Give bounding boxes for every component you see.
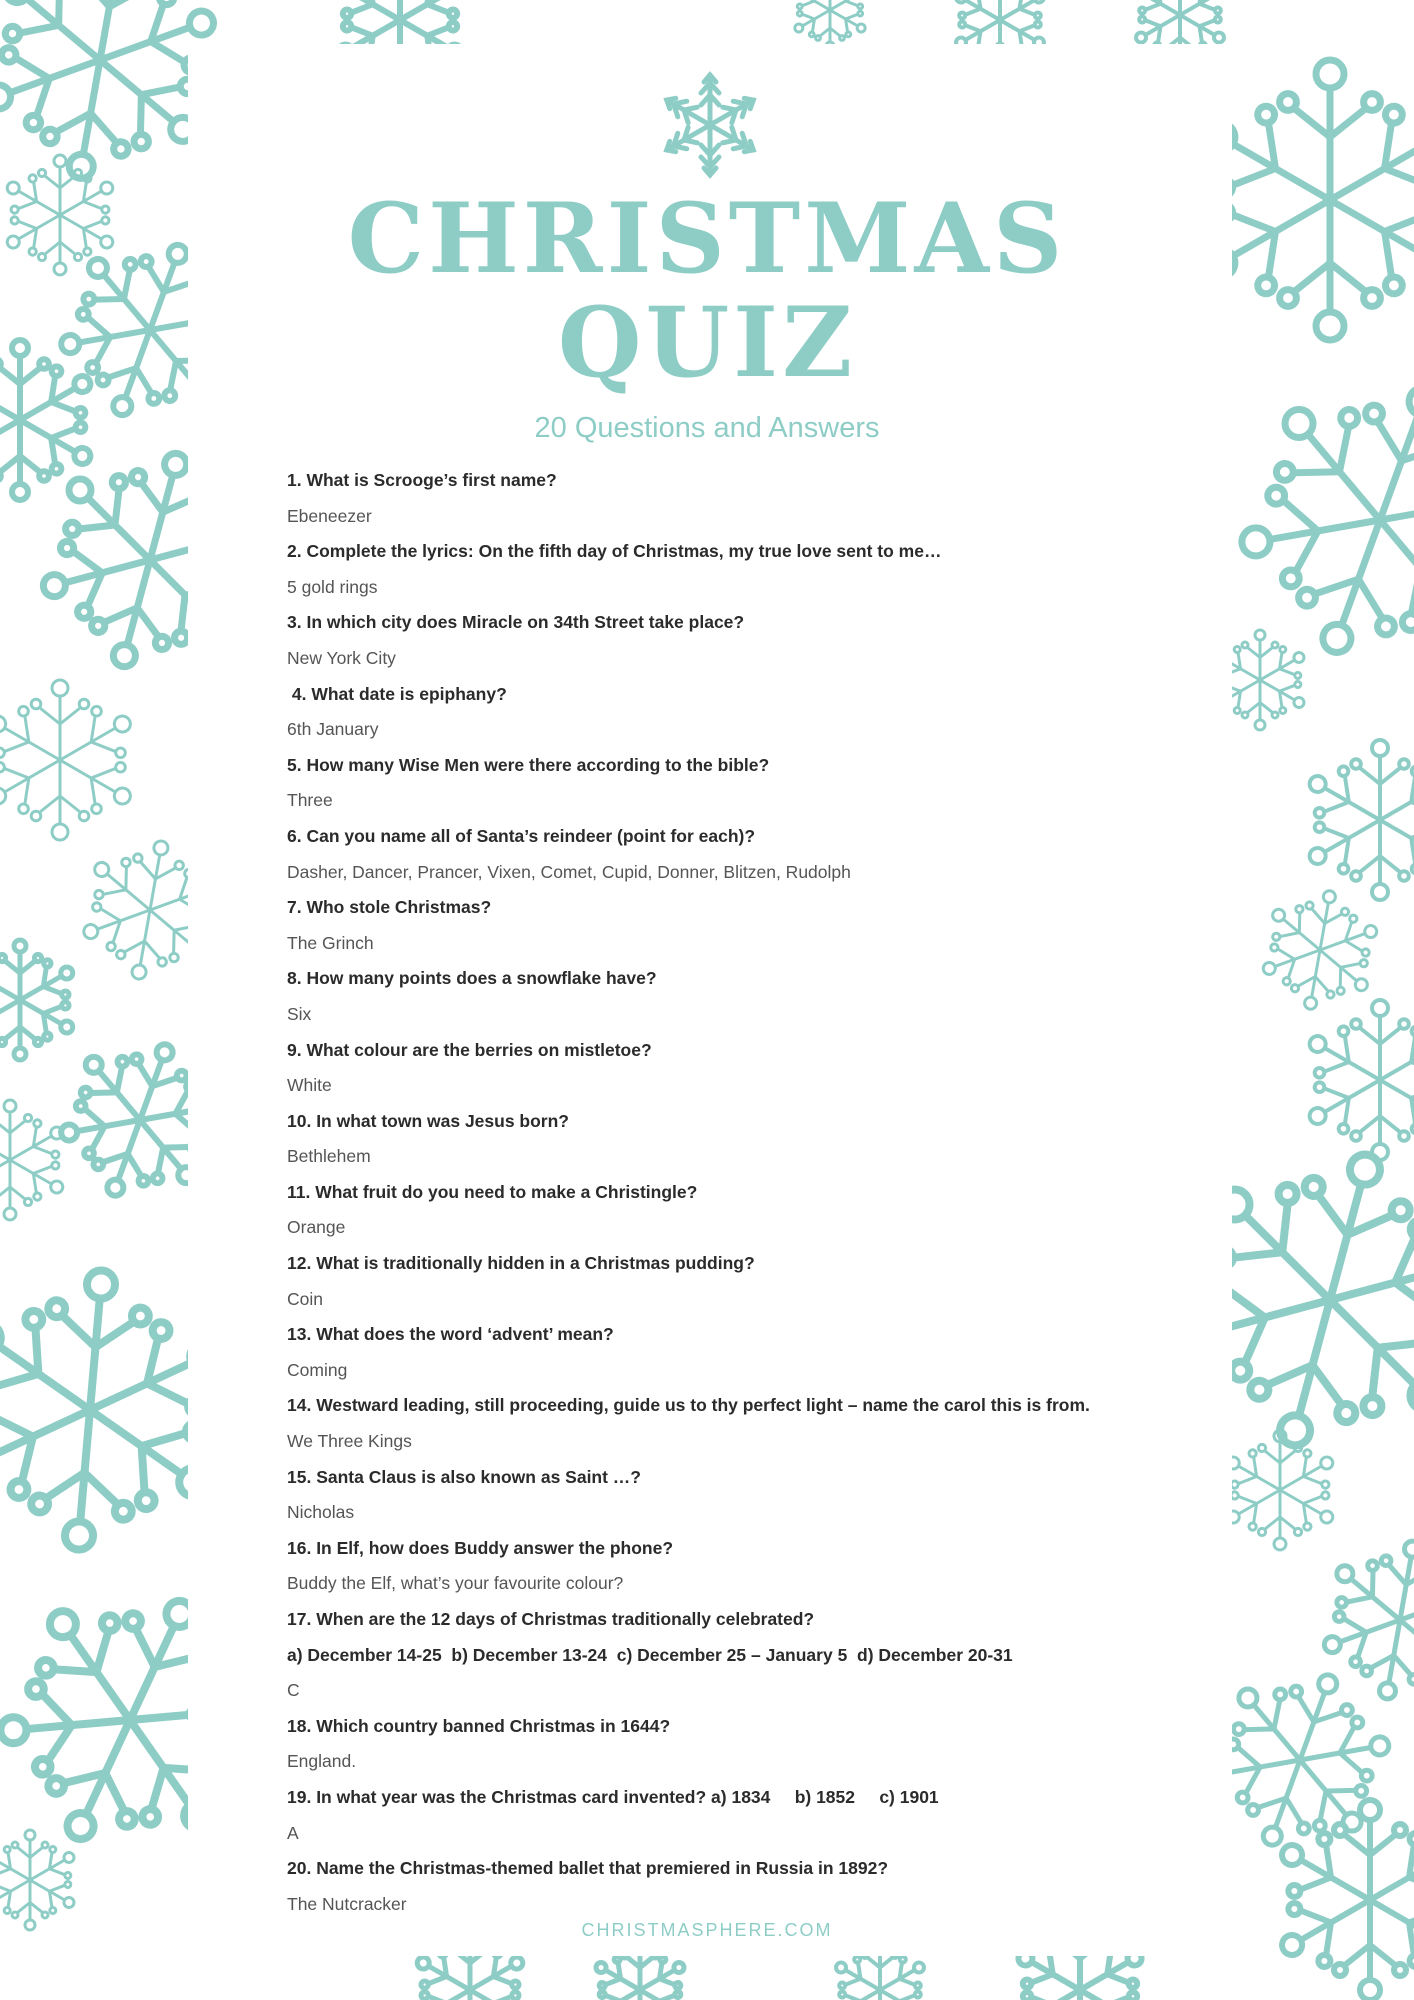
question: 10. In what town was Jesus born?	[287, 1110, 569, 1131]
question: 19. In what year was the Christmas card invented? a) 1834 b) 1852 c) 1901	[287, 1786, 939, 1807]
snowflake-icon	[0, 680, 144, 840]
answer: C	[287, 1680, 300, 1701]
snowflake-icon	[1296, 1000, 1414, 1160]
question: 13. What does the word ‘advent’ mean?	[287, 1324, 614, 1345]
question: 7. Who stole Christmas?	[287, 897, 492, 918]
answer: Six	[287, 1003, 312, 1024]
snowflake-icon	[788, 0, 872, 50]
subtitle: 20 Questions and Answers	[534, 412, 880, 444]
answer: 6th January	[287, 719, 379, 740]
question: 15. Santa Claus is also known as Saint …?	[287, 1466, 641, 1487]
answer: Dasher, Dancer, Prancer, Vixen, Comet, Cupid, Donner, Blitzen, Rudolph	[287, 861, 851, 882]
question: 8. How many points does a snowflake have?	[287, 968, 657, 989]
question: 1. What is Scrooge’s first name?	[287, 470, 557, 490]
question: 4. What date is epiphany?	[287, 683, 507, 704]
answer: New York City	[287, 647, 396, 668]
answer: Nicholas	[287, 1502, 355, 1523]
answer: Buddy the Elf, what’s your favourite colour?	[287, 1573, 624, 1594]
question: 14. Westward leading, still proceeding, guide us to thy perfect light – name the carol this is from.	[287, 1395, 1090, 1416]
title-christmas: CHRISTMAS	[347, 182, 1067, 295]
answer: The Nutcracker	[287, 1893, 407, 1914]
snowflake-icon	[1265, 1800, 1414, 2000]
answer: Coming	[287, 1359, 348, 1380]
question: 17. When are the 12 days of Christmas traditionally celebrated?	[287, 1609, 815, 1629]
answer: White	[287, 1075, 332, 1096]
question: 18. Which country banned Christmas in 1644?	[287, 1715, 671, 1736]
answer: Coin	[287, 1288, 323, 1309]
question-list	[287, 466, 1187, 1925]
answer: We Three Kings	[287, 1431, 412, 1452]
answer: Bethlehem	[287, 1146, 371, 1167]
answer: England.	[287, 1751, 357, 1772]
answer: A	[287, 1822, 299, 1843]
snowflake-icon	[0, 1830, 82, 1930]
answer: 5 gold rings	[287, 576, 378, 597]
question: 5. How many Wise Men were there according to the bible?	[287, 754, 770, 775]
question: 16. In Elf, how does Buddy answer the phone?	[287, 1537, 674, 1558]
snowflake-icon	[1217, 1430, 1343, 1550]
question: 11. What fruit do you need to make a Christingle?	[287, 1181, 698, 1202]
question: 12. What is traditionally hidden in a Christmas pudding?	[287, 1253, 755, 1274]
footer-website: CHRISTMASPHERE.COM	[581, 1920, 833, 1940]
question: 2. Complete the lyrics: On the fifth day of Christmas, my true love sent to me…	[287, 541, 942, 562]
snowflake-icon	[1296, 740, 1414, 900]
answer: Ebeneezer	[287, 505, 372, 526]
snowflake-icon	[660, 70, 760, 180]
answer: Three	[287, 790, 333, 811]
answer: Orange	[287, 1217, 346, 1238]
snowflake-icon	[0, 1100, 73, 1220]
question-options: a) December 14-25 b) December 13-24 c) December 25 – January 5 d) December 20-31	[287, 1644, 1013, 1665]
question: 6. Can you name all of Santa’s reindeer (point for each)?	[287, 825, 756, 846]
snowflake-icon	[1248, 880, 1392, 1020]
snowflake-icon	[0, 940, 83, 1060]
question: 3. In which city does Miracle on 34th Street take place?	[287, 612, 745, 633]
question: 20. Name the Christmas-themed ballet that premiered in Russia in 1892?	[287, 1858, 889, 1879]
answer: The Grinch	[287, 932, 374, 953]
question: 9. What colour are the berries on mistletoe?	[287, 1039, 652, 1060]
title-quiz: QUIZ	[557, 286, 857, 399]
